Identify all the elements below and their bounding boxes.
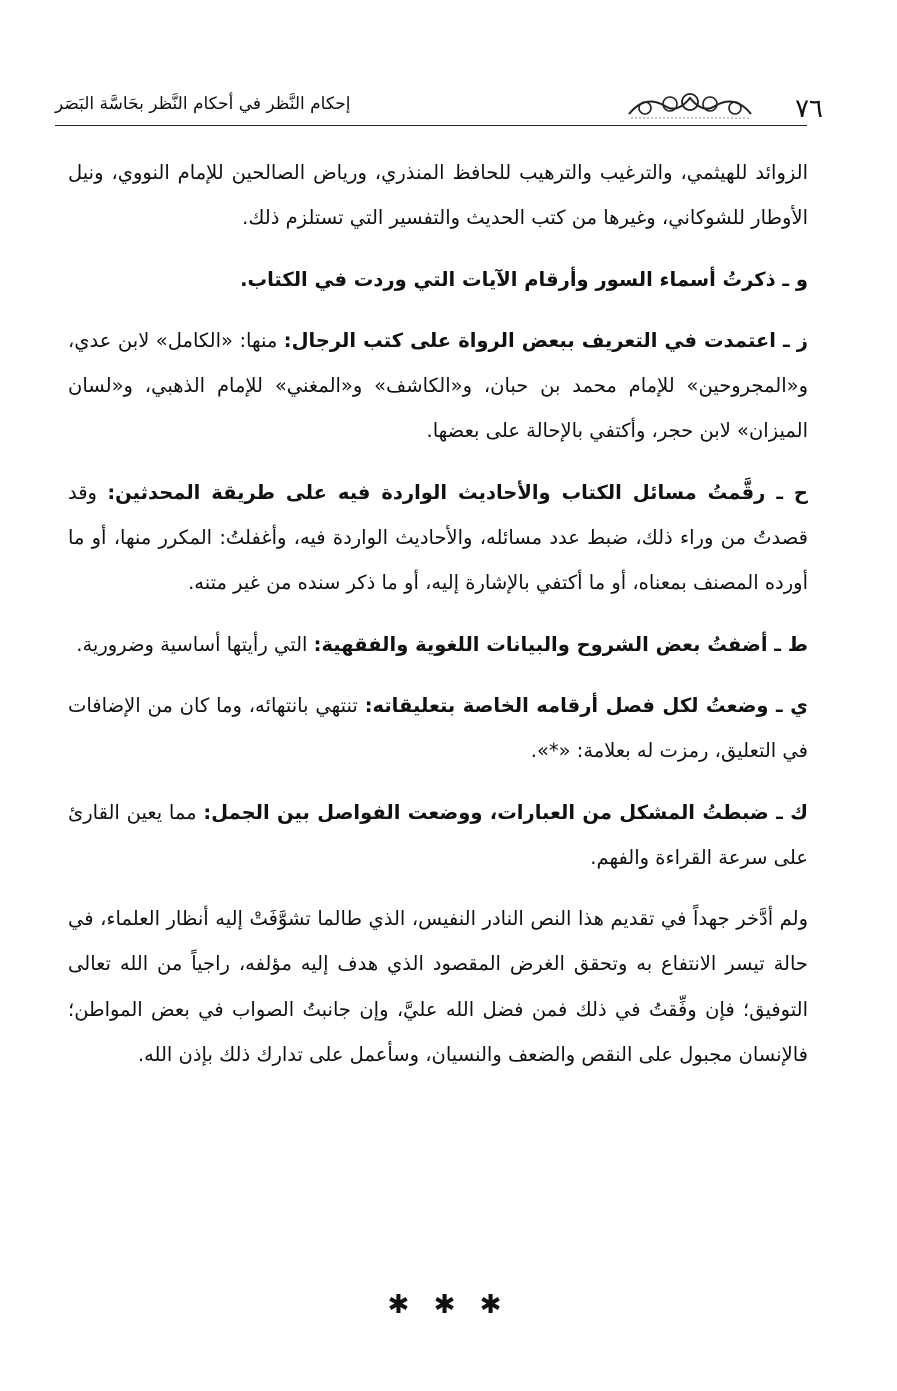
paragraph-waw <box>68 257 808 302</box>
paragraph-ha-lead: ح ـ رقَّمتُ مسائل الكتاب والأحاديث الواردة فيه على طريقة المحدثين: <box>107 480 808 504</box>
paragraph-zay <box>68 318 808 454</box>
paragraph-ha-text: وقد قصدتُ من وراء ذلك، ضبط عدد مسائله، والأحاديث الواردة فيه، وأغفلتُ: المكرر منها، أو ما أورده المصنف بمعناه، أو ما أكتفي بالإشارة إليه، أو ما ذكر سنده من غير متنه. <box>68 480 808 595</box>
paragraph-1 <box>68 150 808 241</box>
section-end-mark: ✱ ✱ ✱ <box>387 1290 510 1320</box>
paragraph-ya <box>68 683 808 774</box>
paragraph-closing <box>68 896 808 1077</box>
decorative-ornament-icon <box>625 88 755 122</box>
paragraph-kaf <box>68 790 808 881</box>
paragraph-1-text: الزوائد للهيثمي، والترغيب والترهيب للحافظ المنذري، ورياض الصالحين للإمام النووي، ونيل الأوطار للشوكاني، وغيرها من كتب الحديث والتفسير التي تستلزم ذلك. <box>68 161 808 230</box>
paragraph-closing-text: ولم أدَّخر جهداً في تقديم هذا النص النادر النفيس، الذي طالما تشوَّفَتْ إليه أنظار العلماء، في حالة تيسر الانتفاع به وتحقق الغرض المقصود الذي هدف إليه مؤلفه، راجياً من الله تعالى التوفيق؛ فإن وفِّقتُ في ذلك فمن فضل الله عليَّ، وإن جانبتُ الصواب في بعض المواطن؛ فالإنسان مجبول على النقص والضعف والنسيان، وسأعمل على تدارك ذلك بإذن الله. <box>68 907 808 1067</box>
paragraph-ta <box>68 622 808 667</box>
paragraph-kaf-text: مما يعين القارئ على سرعة القراءة والفهم. <box>68 800 808 869</box>
page-number: ٧٦ <box>795 94 823 124</box>
header-rule <box>55 125 807 126</box>
page-header <box>55 86 835 126</box>
paragraph-zay-lead: ز ـ اعتمدت في التعريف ببعض الرواة على كتب الرجال: <box>283 328 809 352</box>
paragraph-ta-text: التي رأيتها أساسية وضرورية. <box>76 632 314 656</box>
paragraph-waw-lead: و ـ ذكرتُ أسماء السور وأرقام الآيات التي وردت في الكتاب. <box>240 267 808 291</box>
paragraph-kaf-lead: ك ـ ضبطتُ المشكل من العبارات، ووضعت الفواصل بين الجمل: <box>203 800 808 824</box>
running-title: إحكام النَّظر في أحكام النَّظر بحَاسَّة البَصَر <box>55 94 351 114</box>
paragraph-ya-lead: ي ـ وضعتُ لكل فصل أرقامه الخاصة بتعليقاته: <box>364 693 809 717</box>
body-text <box>68 150 808 1093</box>
paragraph-ha <box>68 470 808 606</box>
paragraph-ta-lead: ط ـ أضفتُ بعض الشروح والبيانات اللغوية والفقهية: <box>313 632 808 656</box>
paragraph-zay-text: منها: «الكامل» لابن عدي، و«المجروحين» للإمام محمد بن حبان، و«الكاشف» و«المغني» للإمام الذهبي، و«لسان الميزان» لابن حجر، وأكتفي بالإحالة على بعضها. <box>68 328 808 443</box>
paragraph-ya-text: تنتهي بانتهائه، وما كان من الإضافات في التعليق، رمزت له بعلامة: «*». <box>68 693 808 763</box>
